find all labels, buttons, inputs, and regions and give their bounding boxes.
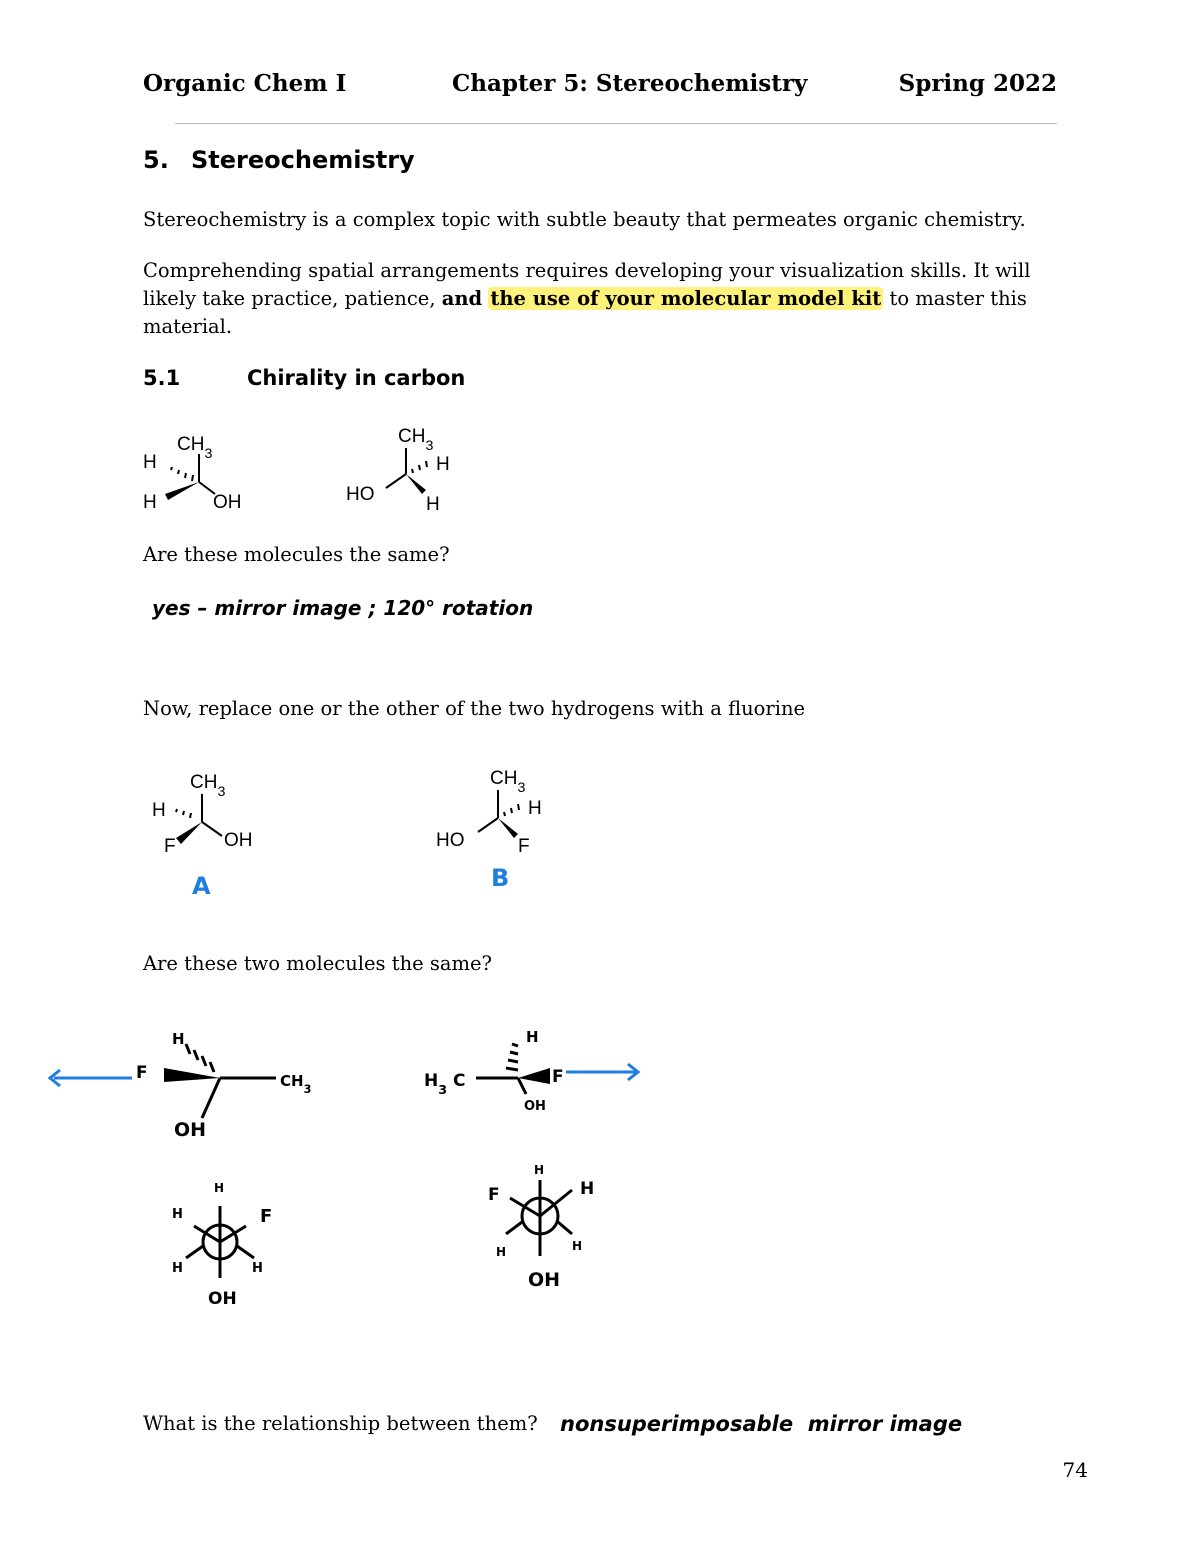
hw-right-h: H xyxy=(526,1028,539,1046)
hw-left-hash xyxy=(186,1044,214,1072)
molA-hash-bond xyxy=(176,809,191,818)
mol1-wedge-h: H xyxy=(143,492,157,513)
mol1-oh: OH xyxy=(213,492,242,513)
molB-wedge-bond xyxy=(498,818,518,838)
mol2-ho: HO xyxy=(346,484,375,505)
mol2-hash-h: H xyxy=(436,454,450,475)
mol2-wedge-h: H xyxy=(426,494,440,515)
molecule-a-structure xyxy=(140,760,280,870)
header-chapter: Chapter 5: Stereochemistry xyxy=(452,70,808,97)
page-number: 74 xyxy=(1062,1458,1088,1482)
newman-left-left-down: H xyxy=(172,1261,183,1276)
hw-left-wedge xyxy=(164,1068,220,1082)
newman-left-top: H xyxy=(214,1181,225,1195)
molA-hash-h: H xyxy=(152,800,166,821)
newman-projection-right xyxy=(480,1160,610,1290)
mol1-ch3-label: $CH_3$ xyxy=(177,434,213,462)
mol2-ch3-label: $CH_3$ xyxy=(398,426,434,454)
hw-right-f: F xyxy=(552,1067,564,1087)
question-two-molecules: Are these two molecules the same? xyxy=(143,952,493,975)
hw-right-oh: OH xyxy=(524,1099,546,1114)
newman-right-left-up: F xyxy=(488,1185,500,1205)
hw-right-wedge xyxy=(518,1068,550,1084)
newman-right-right-down: H xyxy=(572,1239,583,1253)
mol1-hash-bond xyxy=(171,467,193,481)
molB-ho: HO xyxy=(436,830,465,851)
molecule-2-structure xyxy=(340,418,470,518)
newman-projection-left xyxy=(160,1178,290,1308)
model-kit-paragraph xyxy=(143,257,1063,341)
header-term: Spring 2022 xyxy=(898,70,1057,97)
molecule-1-structure xyxy=(135,420,265,520)
section-heading xyxy=(143,146,415,174)
hw-right-hash xyxy=(506,1044,518,1070)
hw-left-h: H xyxy=(172,1030,185,1048)
subsection-heading xyxy=(143,366,465,390)
section-number: 5. xyxy=(143,146,169,174)
para2-text-2: to master this material. xyxy=(143,287,1027,338)
molecule-a-label: A xyxy=(192,872,211,900)
header-course: Organic Chem I xyxy=(143,70,347,97)
mol2-wedge-bond xyxy=(406,474,426,494)
para2-text-1: Comprehending spatial arrangements requires developing your visualization skills. It will likely take practice, patience, xyxy=(143,259,1031,310)
mol2-hash-bond xyxy=(412,461,427,473)
molB-f: F xyxy=(518,836,530,857)
molA-oh: OH xyxy=(224,830,253,851)
newman-right-top: H xyxy=(534,1163,545,1177)
molecule-b-structure xyxy=(430,758,570,868)
hw-right-h3c: $H_3$ C xyxy=(424,1071,466,1098)
model-kit-highlight: the use of your molecular model kit xyxy=(490,287,882,310)
newman-left-bottom: OH xyxy=(208,1289,237,1308)
molA-wedge-bond xyxy=(176,822,202,844)
para2-bold: and xyxy=(441,287,483,310)
handwritten-answer-3: nonsuperimposable mirror image xyxy=(560,1412,963,1436)
section-title: Stereochemistry xyxy=(191,146,415,174)
molA-ch3-label: $CH_3$ xyxy=(190,772,226,800)
fluorine-instruction: Now, replace one or the other of the two hydrogens with a fluorine xyxy=(143,697,806,720)
handwritten-structure-right xyxy=(420,1022,660,1122)
subsection-title: Chirality in carbon xyxy=(247,366,466,390)
molB-hash-h: H xyxy=(528,798,542,819)
newman-right-left-down: H xyxy=(496,1245,507,1259)
mol1-hash-h: H xyxy=(143,452,157,473)
question-same-molecules: Are these molecules the same? xyxy=(143,543,450,566)
newman-left-right-up: F xyxy=(260,1206,273,1227)
hw-left-ch3: $CH_3$ xyxy=(280,1072,312,1096)
molA-f: F xyxy=(164,836,176,857)
question-relationship: What is the relationship between them? xyxy=(143,1412,538,1435)
mol1-wedge-bond xyxy=(165,482,199,500)
handwritten-answer-1: yes – mirror image ; 120° rotation xyxy=(152,596,534,620)
molB-ch3-label: $CH_3$ xyxy=(490,768,526,796)
header-divider xyxy=(175,123,1057,124)
handwritten-structure-left xyxy=(40,1022,340,1142)
subsection-number: 5.1 xyxy=(143,366,181,390)
molB-hash-bond xyxy=(504,804,519,816)
hw-left-f: F xyxy=(136,1063,148,1083)
newman-right-right-up: H xyxy=(580,1179,595,1199)
newman-left-right-down: H xyxy=(252,1261,263,1276)
newman-left-left-up: H xyxy=(172,1207,183,1222)
intro-paragraph: Stereochemistry is a complex topic with subtle beauty that permeates organic chemistry. xyxy=(143,208,1026,231)
molecule-b-label: B xyxy=(491,864,510,892)
newman-right-bottom: OH xyxy=(528,1269,561,1290)
hw-left-oh: OH xyxy=(174,1119,207,1141)
